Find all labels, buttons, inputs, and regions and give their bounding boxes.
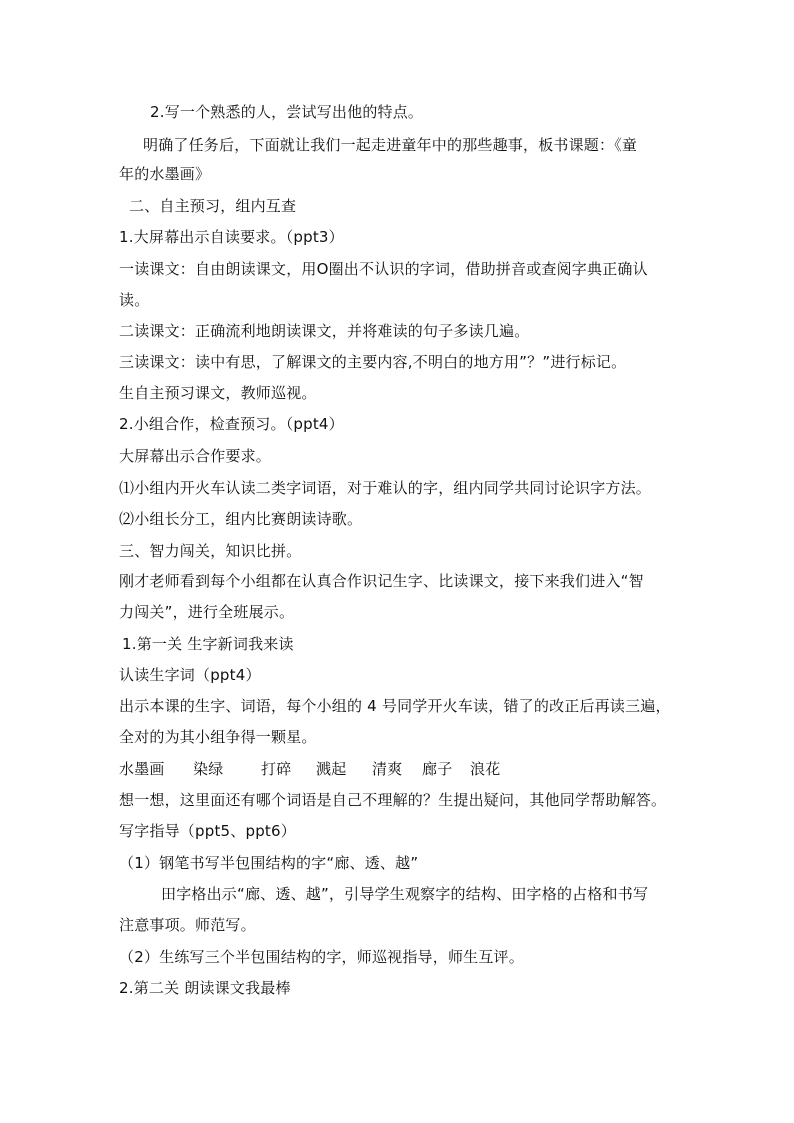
text-line: 力闯关”，进行全班展示。 xyxy=(119,603,295,621)
text-line: ⑵小组长分工，组内比赛朗读诗歌。 xyxy=(119,510,363,528)
text-line: 2.第二关 朗读课文我最棒 xyxy=(119,979,291,997)
vocabulary-list xyxy=(119,758,679,780)
text-line: 一读课文：自由朗读课文，用O圈出不认识的字词，借助拼音或查阅字典正确认 xyxy=(119,260,648,278)
section-heading: 二、自主预习，组内互查 xyxy=(129,197,297,215)
vocab-word: 打碎 xyxy=(261,760,292,778)
text-line: 三读课文：读中有思，了解课文的主要内容,不明白的地方用”？”进行标记。 xyxy=(119,353,627,371)
text-line: （1）钢笔书写半包围结构的字“廊、透、越” xyxy=(119,854,419,872)
section-heading: 三、智力闯关，知识比拼。 xyxy=(119,542,302,560)
text-line: 想一想，这里面还有哪个词语是自己不理解的？生提出疑问，其他同学帮助解答。 xyxy=(119,791,667,809)
text-line: 读。 xyxy=(119,291,150,309)
text-line: 注意事项。师范写。 xyxy=(119,916,256,934)
text-line: 1.大屏幕出示自读要求。（ppt3） xyxy=(119,228,344,246)
text-line: 明确了任务后，下面就让我们一起走进童年中的那些趣事，板书课题：《童 xyxy=(143,136,638,154)
text-line: 大屏幕出示合作要求。 xyxy=(119,447,272,465)
vocab-word: 清爽 xyxy=(372,760,403,778)
vocab-word: 染绿 xyxy=(193,760,224,778)
text-line: 1.第一关 生字新词我来读 xyxy=(122,635,294,653)
text-line: ⑴小组内开火车认读二类字词语，对于难认的字，组内同学共同讨论识字方法。 xyxy=(119,479,652,497)
vocab-word: 廊子 xyxy=(422,760,453,778)
vocab-word: 溅起 xyxy=(316,760,347,778)
text-line: 出示本课的生字、词语，每个小组的 4 号同学开火车读，错了的改正后再读三遍， xyxy=(119,697,671,715)
text-line: （2）生练写三个半包围结构的字，师巡视指导，师生互评。 xyxy=(119,948,524,966)
text-line: 生自主预习课文，教师巡视。 xyxy=(119,384,317,402)
text-line: 二读课文：正确流利地朗读课文，并将难读的句子多读几遍。 xyxy=(119,322,530,340)
text-line: 年的水墨画》 xyxy=(119,165,211,183)
text-line: 全对的为其小组争得一颗星。 xyxy=(119,728,317,746)
text-line: 刚才老师看到每个小组都在认真合作识记生字、比读课文，接下来我们进入“智 xyxy=(119,572,644,590)
vocab-word: 浪花 xyxy=(470,760,501,778)
text-line: 2.小组合作，检查预习。（ppt4） xyxy=(119,415,344,433)
text-line: 认读生字词（ppt4） xyxy=(119,666,261,684)
vocab-word: 水墨画 xyxy=(119,760,165,778)
text-line: 写字指导（ppt5、ppt6） xyxy=(119,822,296,840)
text-line: 田字格出示“廊、透、越”，引导学生观察字的结构、田字格的占格和书写 xyxy=(161,885,649,903)
text-line: 2.写一个熟悉的人，尝试写出他的特点。 xyxy=(150,103,424,121)
